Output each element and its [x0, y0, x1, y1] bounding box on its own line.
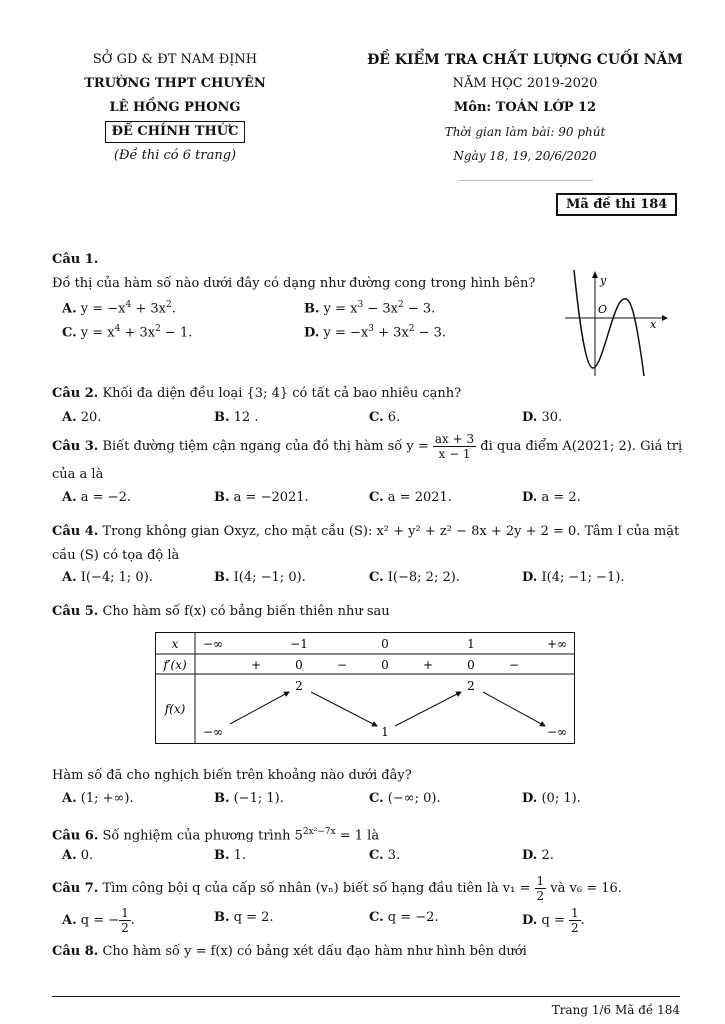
subject: Môn: TOÁN LỚP 12 — [453, 100, 597, 115]
q4-text: Câu 4. Trong không gian Oxyz, cho mặt cầu (S): x² + y² + z² − 8x + 2y + 2 = 0. Tâm I của mặt — [52, 524, 680, 539]
q7-option-a: A. q = − $\frac{1}{2}$ . — [62, 906, 135, 935]
footer-rule — [52, 996, 680, 997]
exam-date: Ngày 18, 19, 20/6/2020 — [453, 149, 597, 163]
q2-option-a: A. 20. — [62, 410, 102, 425]
official-exam-label: ĐỀ CHÍNH THỨC — [105, 121, 246, 143]
q3-option-b: B. a = −2021. — [214, 490, 309, 505]
y-label: y — [600, 274, 607, 287]
x-value: +∞ — [546, 637, 568, 651]
q4-option-d: D. I(4; −1; −1). — [522, 570, 625, 585]
sign: 0 — [467, 658, 475, 672]
x-label: x — [650, 318, 657, 331]
q4-option-b: B. I(4; −1; 0). — [214, 570, 306, 585]
q5-option-d: D. (0; 1). — [522, 791, 581, 806]
exam-header — [360, 48, 690, 168]
f-min: −∞ — [546, 725, 568, 739]
q6-option-b: B. 1. — [214, 848, 247, 863]
q2-text: Câu 2. Khối đa diện đều loại {3; 4} có tất cả bao nhiêu cạnh? — [52, 386, 462, 401]
exam-title: ĐỀ KIỂM TRA CHẤT LƯỢNG CUỐI NĂM — [367, 52, 683, 68]
q5-question: Hàm số đã cho nghịch biến trên khoảng nào dưới đây? — [52, 768, 412, 783]
q2-option-c: C. 6. — [369, 410, 401, 425]
origin-label: O — [598, 303, 608, 316]
q1-label: Câu 1. — [52, 252, 99, 267]
q1-text: Đồ thị của hàm số nào dưới đây có dạng như đường cong trong hình bên? — [52, 276, 536, 291]
q6-option-c: C. 3. — [369, 848, 401, 863]
q7-option-b: B. q = 2. — [214, 910, 274, 925]
fprime-row-label: f′(x) — [163, 658, 187, 672]
q1-option-b: B. $y = x^3 - 3x^2 - 3$. — [304, 300, 436, 317]
y-axis-arrow — [592, 271, 598, 278]
school-name-2: LÊ HỒNG PHONG — [109, 100, 241, 115]
sign: 0 — [295, 658, 303, 672]
q6-option-a: A. 0. — [62, 848, 94, 863]
q8-text: Câu 8. Cho hàm số y = f(x) có bảng xét dấu đạo hàm như hình bên dưới — [52, 944, 527, 959]
q3-option-c: C. a = 2021. — [369, 490, 452, 505]
arrow-down — [483, 692, 545, 726]
page-count-note: (Đề thi có 6 trang) — [113, 148, 237, 163]
f-min: 1 — [381, 725, 389, 739]
sign: 0 — [381, 658, 389, 672]
page-footer: Trang 1/6 Mã đề 184 — [551, 1003, 680, 1017]
q3-text-cont: của a là — [52, 467, 104, 482]
school-header — [60, 48, 290, 168]
q4-option-a: A. I(−4; 1; 0). — [62, 570, 153, 585]
f-row-label: f(x) — [164, 702, 186, 716]
q6-option-d: D. 2. — [522, 848, 554, 863]
q7-option-c: C. q = −2. — [369, 910, 439, 925]
f-min: −∞ — [202, 725, 224, 739]
duration: Thời gian làm bài: 90 phút — [444, 125, 606, 139]
x-value: −∞ — [202, 637, 224, 651]
x-row-label: x — [171, 637, 179, 651]
q2-option-b: B. 12 . — [214, 410, 259, 425]
x-value: 1 — [467, 637, 475, 651]
sign: + — [250, 658, 262, 672]
q1-graph — [560, 268, 670, 380]
q3-option-d: D. a = 2. — [522, 490, 581, 505]
q5-text: Câu 5. Cho hàm số f(x) có bảng biến thiên như sau — [52, 604, 390, 619]
q6-text: Câu 6. Số nghiệm của phương trình $5^{2x^2-7x} = 1$ là — [52, 827, 380, 844]
arrow-up — [230, 692, 289, 724]
q4-option-c: C. I(−8; 2; 2). — [369, 570, 460, 585]
q1-option-a: A. $y = -x^4 + 3x^2$. — [62, 300, 176, 317]
cubic-curve — [574, 270, 644, 376]
q7-option-d: D. q = $\frac{1}{2}$ . — [522, 906, 585, 935]
q1-option-c: C. $y = x^4 + 3x^2 - 1$. — [62, 324, 193, 341]
f-max: 2 — [467, 679, 475, 693]
q1-option-d: D. $y = -x^3 + 3x^2 - 3$. — [304, 324, 446, 341]
sign: + — [422, 658, 434, 672]
department: SỞ GD & ĐT NAM ĐỊNH — [92, 52, 258, 67]
divider — [458, 180, 593, 181]
q7-text: Câu 7. Tìm công bội q của cấp số nhân (vₙ) biết số hạng đầu tiên là v₁ = $\frac{1}{2}$ và v₆ = 16. — [52, 874, 622, 903]
x-axis-arrow — [662, 315, 668, 321]
q3-text: Câu 3. Biết đường tiệm cận ngang của đồ thị hàm số y = $\frac{ax + 3}{x - 1}$ đi qua điểm A(2021; 2). Giá trị — [52, 432, 683, 461]
q3-option-a: A. a = −2. — [62, 490, 131, 505]
exam-code: Mã đề thi 184 — [556, 193, 677, 216]
q5-option-c: C. (−∞; 0). — [369, 791, 441, 806]
sign: − — [336, 658, 348, 672]
f-max: 2 — [295, 679, 303, 693]
q4-text-cont: cầu (S) có tọa độ là — [52, 548, 180, 563]
arrow-up — [395, 692, 461, 726]
q5-option-b: B. (−1; 1). — [214, 791, 284, 806]
variation-table — [155, 632, 575, 744]
q5-option-a: A. (1; +∞). — [62, 791, 134, 806]
q2-option-d: D. 30. — [522, 410, 563, 425]
school-name: TRƯỜNG THPT CHUYÊN — [84, 76, 266, 91]
arrow-down — [311, 692, 377, 726]
x-value: −1 — [290, 637, 308, 651]
x-value: 0 — [381, 637, 389, 651]
sign: − — [508, 658, 520, 672]
school-year: NĂM HỌC 2019-2020 — [452, 76, 598, 91]
